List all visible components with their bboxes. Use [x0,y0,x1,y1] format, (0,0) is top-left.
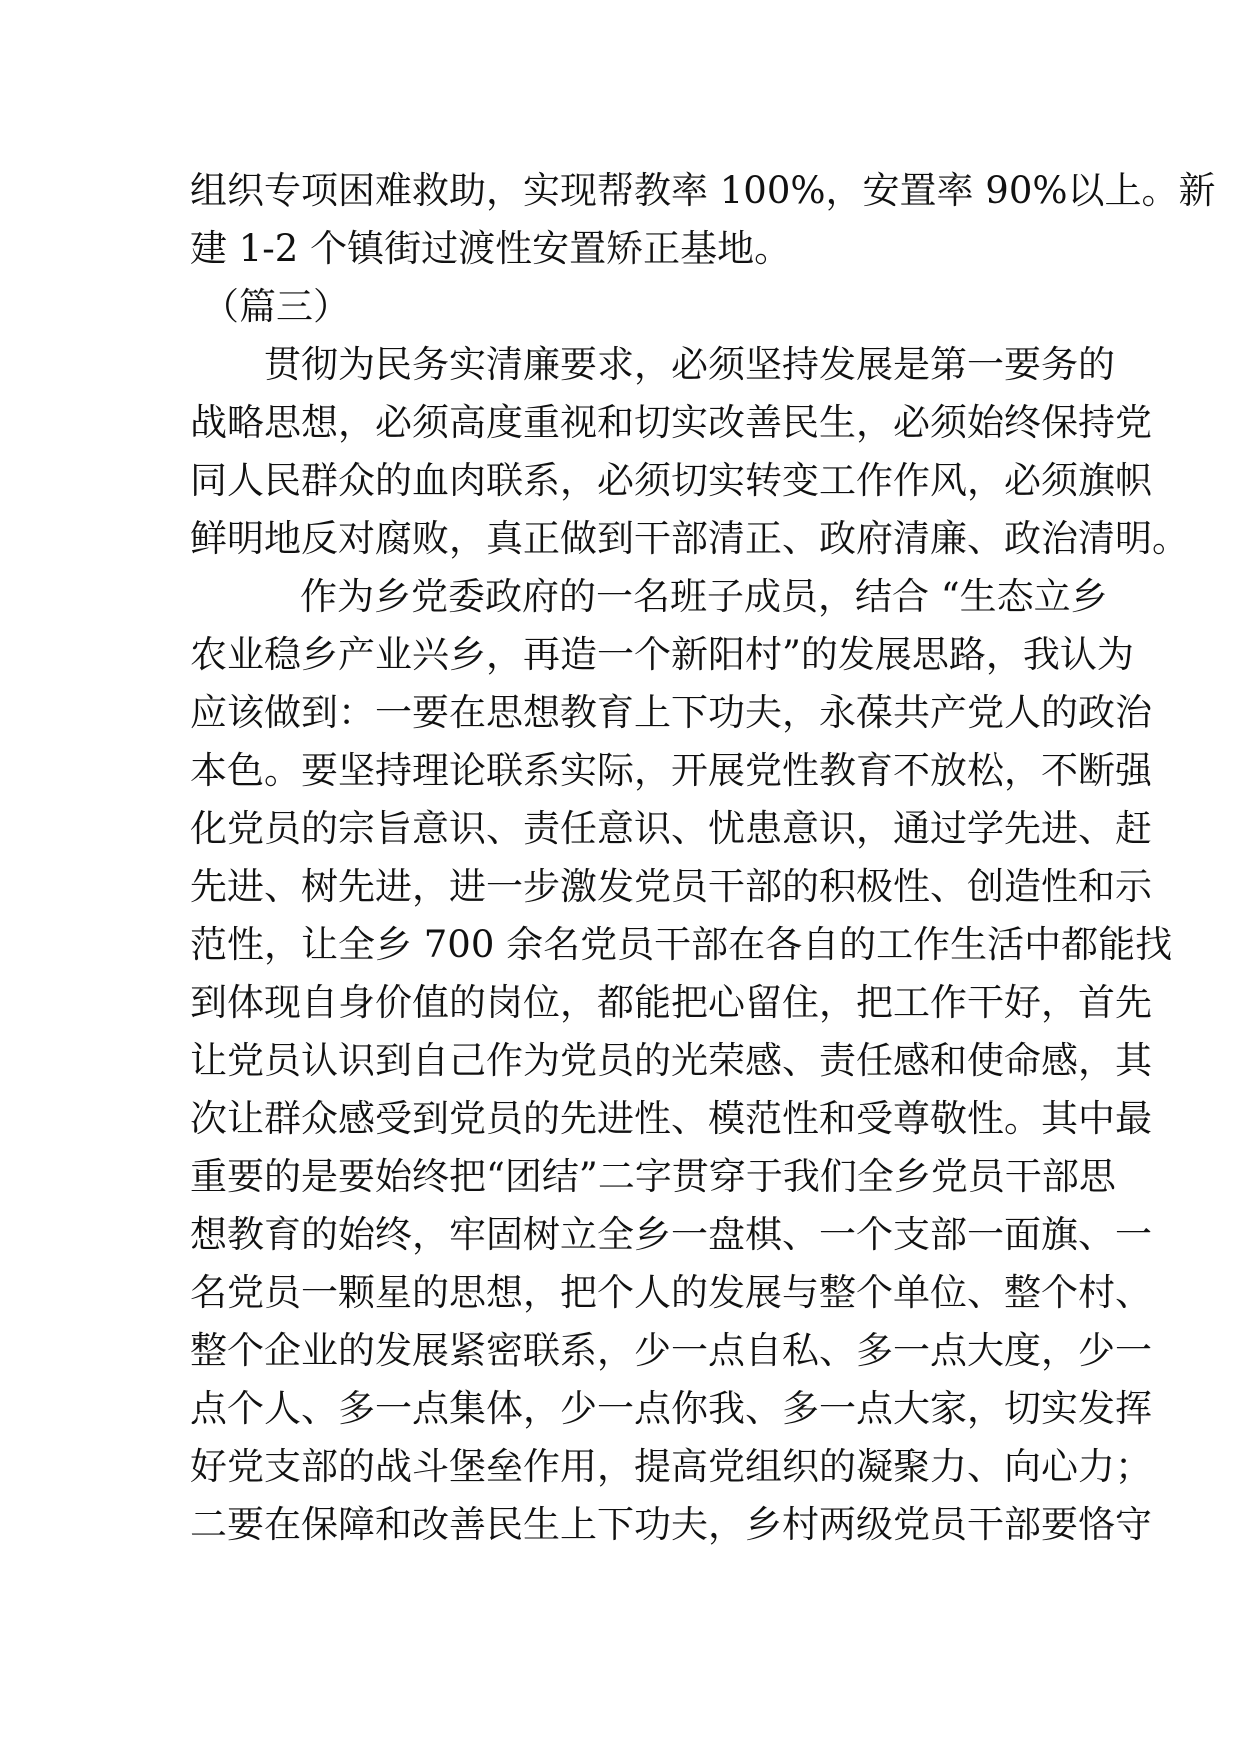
section-heading [190,278,1070,336]
text-line: 名党员一颗星的思想，把个人的发展与整个单位、整个村、 [190,1271,1152,1314]
text-line: 到体现自身价值的岗位，都能把心留住，把工作干好，首先 [190,981,1152,1024]
text-line: 重要的是要始终把“团结”二字贯穿于我们全乡党员干部思 [190,1155,1116,1198]
text-line: 同人民群众的血肉联系，必须切实转变工作作风，必须旗帜 [190,459,1152,502]
text-line: 农业稳乡产业兴乡，再造一个新阳村”的发展思路，我认为 [190,633,1134,676]
text-line: 点个人、多一点集体，少一点你我、多一点大家，切实发挥 [190,1387,1152,1430]
text-line: 次让群众感受到党员的先进性、模范性和受尊敬性。其中最 [190,1097,1152,1140]
text-line: 贯彻为民务实清廉要求，必须坚持发展是第一要务的 [264,343,1115,386]
section-heading-text: （篇三） [202,285,350,328]
text-line: 整个企业的发展紧密联系，少一点自私、多一点大度，少一 [190,1329,1152,1372]
text-line: 作为乡党委政府的一名班子成员，结合 “生态立乡 [300,575,1108,618]
paragraph-2 [190,568,1173,1554]
paragraph-continued [190,162,1216,278]
text-line: 先进、树先进，进一步激发党员干部的积极性、创造性和示 [190,865,1152,908]
text-line: 应该做到：一要在思想教育上下功夫，永葆共产党人的政治 [190,691,1152,734]
text-line: 化党员的宗旨意识、责任意识、忧患意识，通过学先进、赶 [190,807,1152,850]
text-line: 二要在保障和改善民生上下功夫，乡村两级党员干部要恪守 [190,1503,1152,1546]
text-line: 本色。要坚持理论联系实际，开展党性教育不放松，不断强 [190,749,1152,792]
text-line: 鲜明地反对腐败，真正做到干部清正、政府清廉、政治清明。 [190,517,1189,560]
paragraph-1 [190,336,1189,568]
text-line: 战略思想，必须高度重视和切实改善民生，必须始终保持党 [190,401,1152,444]
text-line: 范性，让全乡 700 余名党员干部在各自的工作生活中都能找 [190,923,1173,966]
text-line: 好党支部的战斗堡垒作用，提高党组织的凝聚力、向心力； [190,1445,1152,1488]
document-body [190,162,1216,1554]
text-line: 建 1-2 个镇街过渡性安置矫正基地。 [190,227,792,270]
text-line: 想教育的始终，牢固树立全乡一盘棋、一个支部一面旗、一 [190,1213,1152,1256]
text-line: 组织专项困难救助，实现帮教率 100%，安置率 90%以上。新 [190,169,1216,212]
text-line: 让党员认识到自己作为党员的光荣感、责任感和使命感，其 [190,1039,1152,1082]
